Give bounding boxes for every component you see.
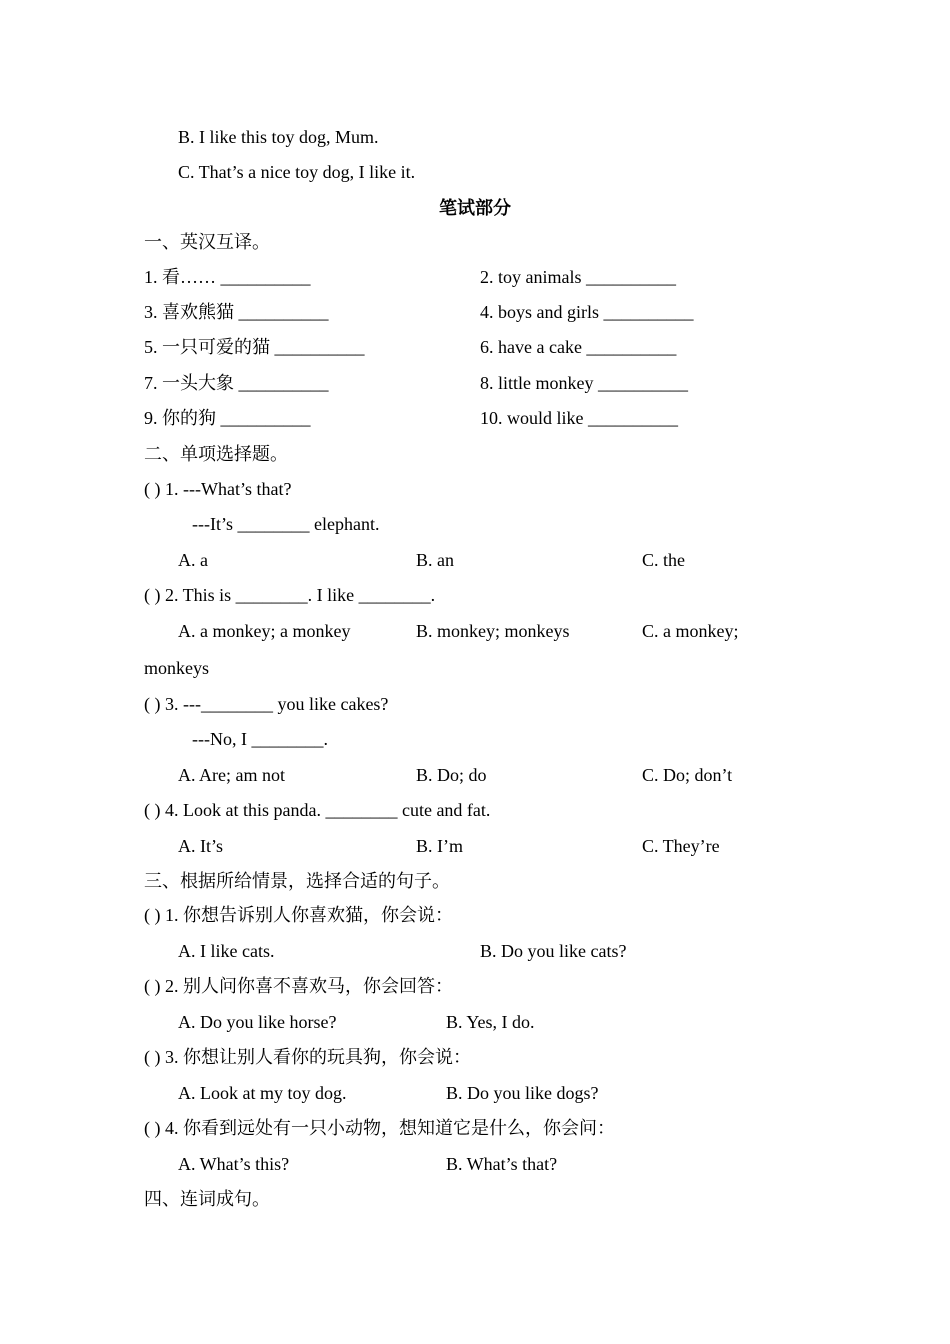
choice-q3-option-a: A. Are; am not	[178, 765, 285, 785]
choice-q3-option-c: C. Do; don’t	[642, 765, 733, 785]
section-2-heading: 二、单项选择题。	[144, 444, 288, 464]
situation-q3-stem: ( ) 3. 你想让别人看你的玩具狗，你会说：	[144, 1047, 471, 1067]
choice-q2-option-b: B. monkey; monkeys	[416, 621, 570, 641]
choice-q1-option-a: A. a	[178, 550, 208, 570]
choice-q3-stem: ( ) 3. ---________ you like cakes?	[144, 694, 389, 714]
choice-q4-option-c: C. They’re	[642, 836, 720, 856]
translate-item: 10. would like __________	[480, 408, 678, 428]
situation-q1-stem: ( ) 1. 你想告诉别人你喜欢猫，你会说：	[144, 905, 453, 925]
translate-item: 7. 一头大象 __________	[144, 373, 329, 393]
situation-q4-stem: ( ) 4. 你看到远处有一只小动物，想知道它是什么，你会问：	[144, 1118, 615, 1138]
prev-option-c: C. That’s a nice toy dog, I like it.	[178, 162, 416, 182]
situation-q3-option-b: B. Do you like dogs?	[446, 1083, 599, 1103]
choice-q1-stem: ( ) 1. ---What’s that?	[144, 479, 292, 499]
section-4-heading: 四、连词成句。	[144, 1189, 270, 1209]
situation-q2-option-a: A. Do you like horse?	[178, 1012, 337, 1032]
translate-item: 5. 一只可爱的猫 __________	[144, 337, 365, 357]
translate-item: 3. 喜欢熊猫 __________	[144, 302, 329, 322]
situation-q2-option-b: B. Yes, I do.	[446, 1012, 535, 1032]
section-3-heading: 三、根据所给情景，选择合适的句子。	[144, 871, 450, 891]
translate-item: 4. boys and girls __________	[480, 302, 694, 322]
choice-q4-stem: ( ) 4. Look at this panda. ________ cute and fat.	[144, 800, 491, 820]
section-1-heading: 一、英汉互译。	[144, 232, 270, 252]
choice-q2-option-c: C. a monkey;	[642, 621, 739, 641]
translate-item: 6. have a cake __________	[480, 337, 677, 357]
choice-q3-stem-2: ---No, I ________.	[192, 729, 328, 749]
situation-q2-stem: ( ) 2. 别人问你喜不喜欢马，你会回答：	[144, 976, 453, 996]
choice-q1-option-b: B. an	[416, 550, 454, 570]
choice-q1-option-c: C. the	[642, 550, 685, 570]
choice-q4-option-a: A. It’s	[178, 836, 223, 856]
translate-item: 1. 看…… __________	[144, 267, 311, 287]
choice-q1-stem-2: ---It’s ________ elephant.	[192, 514, 380, 534]
translate-item: 9. 你的狗 __________	[144, 408, 311, 428]
prev-option-b: B. I like this toy dog, Mum.	[178, 127, 379, 147]
situation-q4-option-a: A. What’s this?	[178, 1154, 290, 1174]
choice-q2-option-a: A. a monkey; a monkey	[178, 621, 351, 641]
choice-q2-option-c-cont: monkeys	[144, 658, 209, 678]
situation-q4-option-b: B. What’s that?	[446, 1154, 558, 1174]
page-title: 笔试部分	[439, 198, 511, 218]
situation-q1-option-a: A. I like cats.	[178, 941, 275, 961]
choice-q3-option-b: B. Do; do	[416, 765, 487, 785]
translate-item: 2. toy animals __________	[480, 267, 676, 287]
situation-q1-option-b: B. Do you like cats?	[480, 941, 627, 961]
translate-item: 8. little monkey __________	[480, 373, 688, 393]
situation-q3-option-a: A. Look at my toy dog.	[178, 1083, 347, 1103]
choice-q2-stem: ( ) 2. This is ________. I like ________.	[144, 585, 436, 605]
choice-q4-option-b: B. I’m	[416, 836, 463, 856]
